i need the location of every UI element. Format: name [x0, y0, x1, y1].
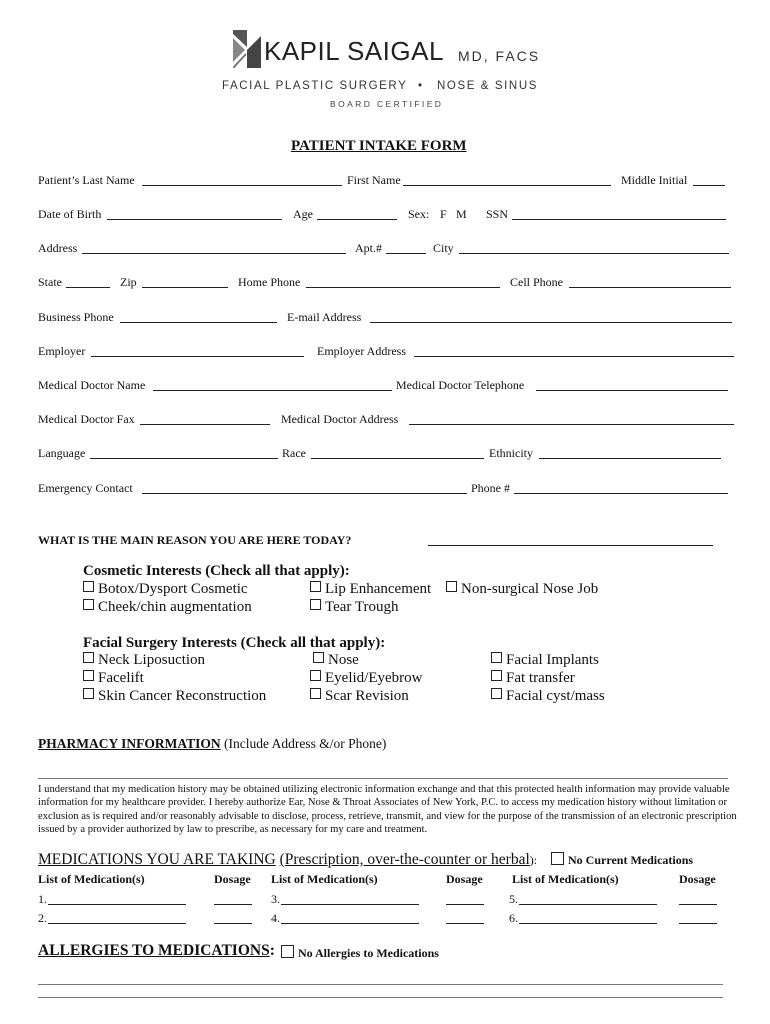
medications-heading-row: [38, 851, 537, 869]
option-scar-revision[interactable]: [310, 688, 409, 705]
medications-note: (Prescription, over-the-counter or herbal: [279, 851, 530, 868]
med-3-field[interactable]: [281, 904, 419, 905]
consent-paragraph: I understand that my medication history may be obtained utilizing electronic information exchange and that this protected health information may provide valuable information for my healthcare provider. I hereby authorize Ear, Nose & Throat Associates of New York, P.C. to access my medication history without limitation or exclusion as is required and/or reasonably advisable to disclose, process, retrieve, transmit, and view for the purpose of the transmission of an electronic prescription issued by a provider authorized by law to prescribe, as necessary for my care and treatment.: [38, 784, 737, 836]
option-facial-implants[interactable]: [491, 652, 599, 669]
ethnicity-field[interactable]: [539, 458, 721, 459]
dosage-1-field[interactable]: [214, 904, 252, 905]
medical-doctor-address-field[interactable]: [409, 424, 734, 425]
pharmacy-field[interactable]: [38, 778, 728, 779]
address-field[interactable]: [82, 253, 346, 254]
home-phone-field[interactable]: [306, 287, 500, 288]
cell-phone-field[interactable]: [569, 287, 731, 288]
col-dosage-2: Dosage: [446, 872, 483, 886]
dosage-6-field[interactable]: [679, 923, 717, 924]
dosage-4-field[interactable]: [446, 923, 484, 924]
medical-doctor-fax-label: Medical Doctor Fax: [38, 412, 135, 426]
last-name-label: Patient’s Last Name: [38, 173, 135, 187]
employer-address-label: Employer Address: [317, 344, 406, 358]
checkbox-icon[interactable]: [83, 652, 94, 663]
option-label: Nose: [328, 652, 359, 668]
email-field[interactable]: [370, 322, 732, 323]
zip-field[interactable]: [142, 287, 228, 288]
checkbox-icon[interactable]: [491, 652, 502, 663]
middle-initial-label: Middle Initial: [621, 173, 688, 187]
sex-m-option[interactable]: M: [456, 207, 467, 221]
home-phone-label: Home Phone: [238, 275, 301, 289]
med-1-field[interactable]: [48, 904, 186, 905]
allergies-colon: :: [269, 942, 275, 959]
option-label: Eyelid/Eyebrow: [325, 670, 423, 686]
med-row-number: 4.: [271, 911, 280, 925]
med-2-field[interactable]: [48, 923, 186, 924]
logo-bullet: •: [418, 80, 424, 92]
ethnicity-label: Ethnicity: [489, 446, 533, 460]
option-label: Neck Liposuction: [98, 652, 206, 668]
option-label: Botox/Dysport Cosmetic: [98, 581, 248, 597]
med-row-number: 1.: [38, 892, 47, 906]
logo-credentials: MD, FACS: [458, 48, 541, 64]
apt-field[interactable]: [386, 253, 426, 254]
race-field[interactable]: [311, 458, 484, 459]
allergies-field-2[interactable]: [38, 997, 723, 998]
option-label: Facelift: [98, 670, 144, 686]
option-cheek-chin[interactable]: [83, 599, 252, 616]
checkbox-icon[interactable]: [313, 652, 324, 663]
language-field[interactable]: [90, 458, 278, 459]
employer-address-field[interactable]: [414, 356, 734, 357]
checkbox-icon[interactable]: [310, 688, 321, 699]
logo-specialty-right: NOSE & SINUS: [437, 80, 538, 92]
checkbox-icon[interactable]: [491, 670, 502, 681]
med-5-field[interactable]: [519, 904, 657, 905]
med-row-number: 2.: [38, 911, 47, 925]
last-name-field[interactable]: [142, 185, 342, 186]
checkbox-icon[interactable]: [446, 581, 457, 592]
option-fat-transfer[interactable]: [491, 670, 575, 687]
checkbox-icon[interactable]: [83, 599, 94, 610]
option-non-surgical-nose-job[interactable]: [446, 581, 598, 598]
medical-doctor-address-label: Medical Doctor Address: [281, 412, 399, 426]
pharmacy-note: (Include Address &/or Phone): [223, 736, 387, 751]
medical-doctor-fax-field[interactable]: [140, 424, 270, 425]
medical-doctor-telephone-field[interactable]: [536, 390, 728, 391]
checkbox-icon[interactable]: [491, 688, 502, 699]
pharmacy-heading-row: [38, 736, 386, 752]
option-label: Non-surgical Nose Job: [461, 581, 599, 597]
allergies-field-1[interactable]: [38, 984, 723, 985]
state-label: State: [38, 275, 62, 289]
sex-f-option[interactable]: F: [440, 207, 447, 221]
main-reason-label: WHAT IS THE MAIN REASON YOU ARE HERE TODAY?: [38, 533, 352, 547]
form-title: PATIENT INTAKE FORM: [291, 138, 467, 154]
cell-phone-label: Cell Phone: [510, 275, 563, 289]
option-facial-cyst-mass[interactable]: [491, 688, 605, 705]
first-name-label: First Name: [347, 173, 401, 187]
col-dosage-1: Dosage: [214, 872, 251, 886]
no-current-medications-option[interactable]: [551, 852, 693, 868]
logo-mark-icon: [233, 30, 263, 68]
option-label: Cheek/chin augmentation: [98, 599, 252, 615]
phone-label: Phone #: [471, 481, 510, 495]
option-botox[interactable]: [83, 581, 248, 598]
main-reason-field[interactable]: [428, 545, 713, 546]
medical-doctor-name-label: Medical Doctor Name: [38, 378, 146, 392]
checkbox-icon[interactable]: [281, 945, 294, 958]
zip-label: Zip: [120, 275, 137, 289]
phone-field[interactable]: [514, 493, 728, 494]
medications-heading: MEDICATIONS YOU ARE TAKING: [38, 851, 276, 868]
option-label: Fat transfer: [506, 670, 575, 686]
option-skin-cancer-reconstruction[interactable]: [83, 688, 266, 705]
logo-specialty-left: FACIAL PLASTIC SURGERY: [222, 80, 408, 92]
option-label: Facial cyst/mass: [506, 688, 605, 704]
option-label: Scar Revision: [325, 688, 409, 704]
med-row-number: 6.: [509, 911, 518, 925]
medications-note-end: ):: [529, 853, 538, 867]
option-nose[interactable]: [313, 652, 359, 669]
apt-label: Apt.#: [355, 241, 382, 255]
employer-label: Employer: [38, 344, 86, 358]
city-field[interactable]: [459, 253, 729, 254]
age-field[interactable]: [317, 219, 397, 220]
dosage-3-field[interactable]: [446, 904, 484, 905]
col-med-3: List of Medication(s): [512, 872, 619, 886]
med-6-field[interactable]: [519, 923, 657, 924]
no-allergies-option[interactable]: [281, 945, 439, 961]
checkbox-icon[interactable]: [83, 688, 94, 699]
logo-board-certified: BOARD CERTIFIED: [330, 99, 444, 109]
option-label: Skin Cancer Reconstruction: [98, 688, 267, 704]
ssn-field[interactable]: [512, 219, 726, 220]
emergency-contact-label: Emergency Contact: [38, 481, 133, 495]
business-phone-label: Business Phone: [38, 310, 114, 324]
col-med-2: List of Medication(s): [271, 872, 378, 886]
option-label: Facial Implants: [506, 652, 599, 668]
med-4-field[interactable]: [281, 923, 419, 924]
dob-field[interactable]: [107, 219, 282, 220]
option-lip-enhancement[interactable]: [310, 581, 431, 598]
dob-label: Date of Birth: [38, 207, 102, 221]
checkbox-icon[interactable]: [83, 581, 94, 592]
race-label: Race: [282, 446, 306, 460]
employer-field[interactable]: [91, 356, 304, 357]
facial-heading: Facial Surgery Interests (Check all that apply):: [83, 635, 386, 651]
no-current-medications-label: No Current Medications: [568, 853, 694, 867]
first-name-field[interactable]: [403, 185, 611, 186]
checkbox-icon[interactable]: [551, 852, 564, 865]
allergies-heading: ALLERGIES TO MEDICATIONS: [38, 942, 270, 959]
emergency-contact-field[interactable]: [142, 493, 467, 494]
option-tear-trough[interactable]: [310, 599, 399, 616]
city-label: City: [433, 241, 454, 255]
logo-name: KAPIL SAIGAL: [264, 36, 444, 66]
business-phone-field[interactable]: [120, 322, 277, 323]
state-field[interactable]: [66, 287, 110, 288]
checkbox-icon[interactable]: [310, 599, 321, 610]
option-label: Lip Enhancement: [325, 581, 432, 597]
sex-label: Sex:: [408, 207, 430, 221]
med-row-number: 5.: [509, 892, 518, 906]
language-label: Language: [38, 446, 86, 460]
med-row-number: 3.: [271, 892, 280, 906]
option-facelift[interactable]: [83, 670, 144, 687]
dosage-2-field[interactable]: [214, 923, 252, 924]
medical-doctor-telephone-label: Medical Doctor Telephone: [396, 378, 525, 392]
option-neck-liposuction[interactable]: [83, 652, 205, 669]
allergies-heading-row: [38, 942, 275, 960]
col-dosage-3: Dosage: [679, 872, 716, 886]
dosage-5-field[interactable]: [679, 904, 717, 905]
col-med-1: List of Medication(s): [38, 872, 145, 886]
ssn-label: SSN: [486, 207, 509, 221]
pharmacy-heading: PHARMACY INFORMATION: [38, 736, 221, 751]
checkbox-icon[interactable]: [83, 670, 94, 681]
checkbox-icon[interactable]: [310, 670, 321, 681]
middle-initial-field[interactable]: [693, 185, 725, 186]
email-label: E-mail Address: [287, 310, 362, 324]
address-label: Address: [38, 241, 78, 255]
age-label: Age: [293, 207, 313, 221]
option-label: Tear Trough: [325, 599, 399, 615]
option-eyelid-eyebrow[interactable]: [310, 670, 422, 687]
checkbox-icon[interactable]: [310, 581, 321, 592]
medical-doctor-name-field[interactable]: [153, 390, 392, 391]
cosmetic-heading: Cosmetic Interests (Check all that apply):: [83, 563, 350, 579]
no-allergies-label: No Allergies to Medications: [298, 946, 439, 960]
